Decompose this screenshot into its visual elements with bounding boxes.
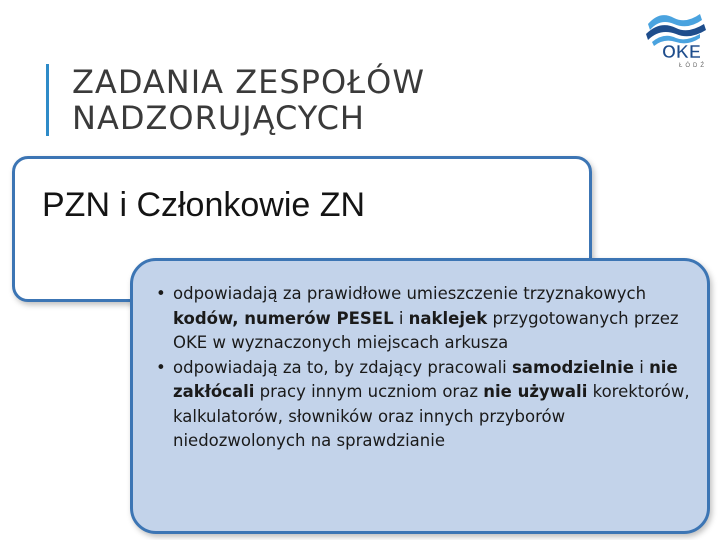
slide-title-line-2: NADZORUJĄCYCH (72, 99, 365, 137)
bullet-marker: • (156, 284, 166, 303)
logo-subtext: ŁÓDŹ (679, 63, 708, 69)
bullet-marker: • (156, 357, 166, 377)
oke-logo (630, 2, 720, 70)
bullet-bold: samodzielnie (511, 357, 634, 377)
bullet-bold: nie zakłócali (173, 357, 678, 401)
bullet-text: i (633, 357, 650, 377)
bullet-item-2 (156, 356, 696, 454)
bullet-bold: naklejek (408, 308, 488, 328)
bullet-text: pracy innym uczniom oraz (254, 382, 484, 401)
bullet-list (156, 282, 696, 454)
card-heading: PZN i Członkowie ZN (42, 186, 366, 224)
bullet-text: przygotowanych przez OKE w wyznaczonych miejscach arkusza (173, 308, 679, 352)
title-accent-bar (46, 64, 49, 136)
bullet-bold: kodów, numerów PESEL (173, 308, 394, 328)
bullet-text: i (393, 308, 409, 328)
bullet-text: odpowiadają za to, by zdający pracowali (173, 357, 512, 377)
bullet-bold: nie używali (483, 382, 588, 401)
bullet-text: korektorów, kalkulatorów, słowników oraz innych przyborów niedozwolonych na sprawdzianie (173, 382, 690, 450)
bullet-item-1 (156, 282, 696, 356)
logo-text: OKE (662, 42, 702, 62)
slide-title (72, 64, 592, 136)
bullet-text: odpowiadają za prawidłowe umieszczenie trzyznakowych (173, 284, 647, 303)
slide-title-line-1: ZADANIA ZESPOŁÓW (72, 63, 425, 101)
